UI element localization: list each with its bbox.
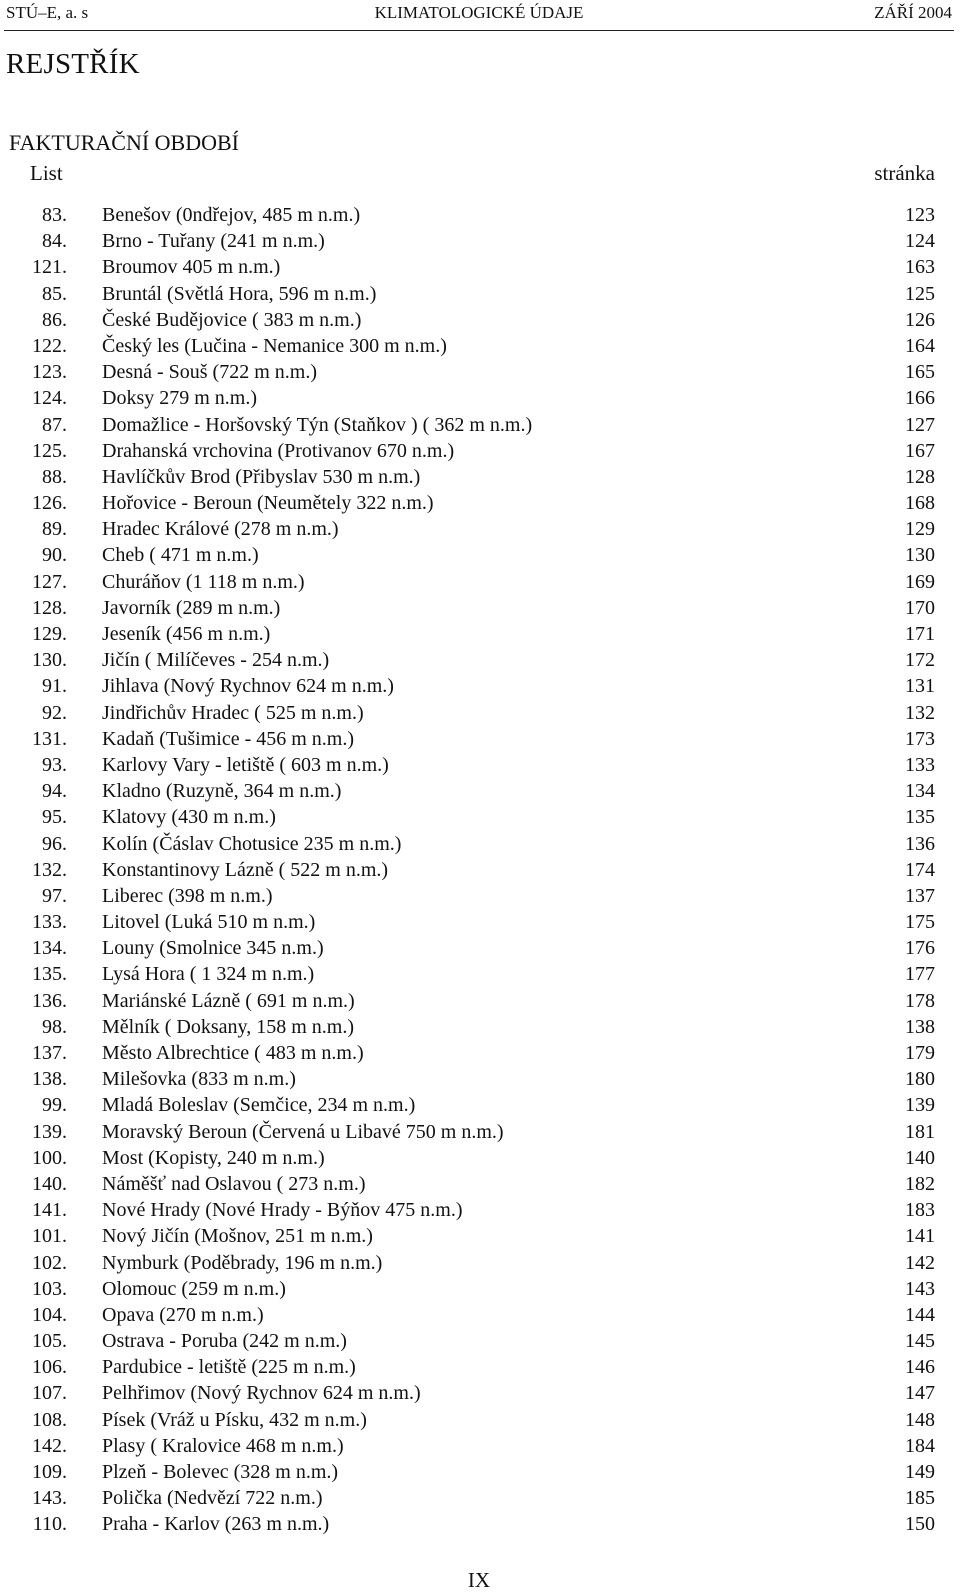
- entry-station: Mariánské Lázně ( 691 m n.m.): [102, 989, 355, 1012]
- list-item: [0, 1380, 960, 1406]
- list-item: [0, 569, 960, 595]
- entry-page: 179: [905, 1042, 935, 1064]
- entry-page: 172: [905, 649, 935, 672]
- list-item: [0, 883, 960, 909]
- list-item: [0, 1485, 960, 1511]
- entry-station: Jeseník (456 m n.m.): [102, 623, 271, 645]
- entry-page: 136: [905, 832, 935, 855]
- entry-page: 169: [905, 570, 935, 593]
- entry-page: 130: [905, 544, 935, 567]
- entry-number: 87.: [42, 413, 67, 436]
- entry-page: 147: [905, 1382, 935, 1405]
- list-item: [0, 1459, 960, 1485]
- entry-number: 131.: [32, 727, 67, 750]
- entry-page: 173: [905, 727, 935, 750]
- entry-station: Domažlice - Horšovský Týn (Staňkov ) ( 362 m n.m.): [102, 413, 533, 436]
- entry-number: 102.: [32, 1251, 67, 1274]
- entry-number: 137.: [32, 1042, 67, 1064]
- header-title: KLIMATOLOGICKÉ ÚDAJE: [374, 3, 584, 22]
- list-item: [0, 438, 960, 464]
- entry-station: Kolín (Čáslav Chotusice 235 m n.m.): [102, 832, 402, 855]
- entry-page: 183: [905, 1199, 935, 1222]
- entry-page: 146: [905, 1356, 935, 1379]
- entry-page: 126: [905, 308, 935, 331]
- list-item: [0, 1407, 960, 1433]
- entry-station: Benešov (0ndřejov, 485 m n.m.): [102, 204, 361, 226]
- entry-page: 123: [905, 204, 935, 226]
- entry-number: 104.: [32, 1303, 67, 1326]
- entry-station: Hořovice - Beroun (Neumětely 322 n.m.): [102, 492, 434, 515]
- entry-station: Praha - Karlov (263 m n.m.): [102, 1513, 330, 1536]
- entry-number: 138.: [32, 1068, 67, 1091]
- entry-page: 170: [905, 596, 935, 619]
- entry-number: 85.: [42, 282, 67, 305]
- entry-number: 133.: [32, 911, 67, 934]
- entry-number: 101.: [32, 1225, 67, 1248]
- entry-page: 134: [905, 780, 935, 803]
- entry-number: 134.: [32, 937, 67, 960]
- list-item: [0, 1171, 960, 1197]
- entry-page: 125: [905, 282, 935, 305]
- list-item: [0, 1145, 960, 1171]
- list-item: [0, 412, 960, 438]
- entry-number: 99.: [42, 1094, 67, 1117]
- list-item: [0, 1223, 960, 1249]
- entry-page: 144: [905, 1303, 935, 1326]
- list-item: [0, 307, 960, 333]
- entry-number: 89.: [42, 518, 67, 541]
- entry-page: 142: [905, 1251, 935, 1274]
- list-item: [0, 1119, 960, 1145]
- list-item: [0, 254, 960, 280]
- list-item: [0, 935, 960, 961]
- entry-number: 135.: [32, 963, 67, 986]
- list-item: [0, 673, 960, 699]
- entry-page: 163: [905, 256, 935, 279]
- entry-station: Liberec (398 m n.m.): [102, 884, 273, 907]
- list-item: [0, 1066, 960, 1092]
- list-item: [0, 595, 960, 621]
- entry-station: Karlovy Vary - letiště ( 603 m n.m.): [102, 753, 389, 776]
- entry-page: 175: [905, 911, 935, 934]
- entry-page: 167: [905, 439, 935, 462]
- header-divider: [4, 30, 954, 31]
- entry-station: Lysá Hora ( 1 324 m n.m.): [102, 963, 315, 986]
- entry-station: České Budějovice ( 383 m n.m.): [102, 308, 362, 331]
- entry-station: Moravský Beroun (Červená u Libavé 750 m n.m.): [102, 1120, 504, 1143]
- list-item: [0, 1354, 960, 1380]
- entry-station: Český les (Lučina - Nemanice 300 m n.m.): [102, 334, 447, 357]
- entry-number: 96.: [42, 832, 67, 855]
- entry-station: Mělník ( Doksany, 158 m n.m.): [102, 1015, 355, 1038]
- entry-number: 103.: [32, 1277, 67, 1300]
- entry-page: 149: [905, 1461, 935, 1483]
- entry-station: Pelhřimov (Nový Rychnov 624 m n.m.): [102, 1382, 421, 1405]
- entry-station: Churáňov (1 118 m n.m.): [102, 570, 305, 593]
- page-number: IX: [467, 1568, 491, 1592]
- entry-number: 143.: [32, 1487, 67, 1510]
- list-item: [0, 726, 960, 752]
- entry-number: 88.: [42, 465, 67, 488]
- list-item: [0, 1197, 960, 1223]
- header-company: STÚ–E, a. s: [6, 3, 89, 22]
- entry-station: Bruntál (Světlá Hora, 596 m n.m.): [102, 282, 377, 305]
- entry-number: 124.: [32, 387, 67, 410]
- entry-page: 137: [905, 884, 935, 907]
- entry-number: 95.: [42, 806, 67, 829]
- entry-page: 150: [905, 1513, 935, 1536]
- entry-station: Kladno (Ruzyně, 364 m n.m.): [102, 780, 342, 803]
- entry-page: 174: [905, 858, 935, 881]
- entry-station: Nový Jičín (Mošnov, 251 m n.m.): [102, 1225, 373, 1248]
- list-item: [0, 359, 960, 385]
- entry-number: 105.: [32, 1330, 67, 1353]
- list-item: [0, 385, 960, 411]
- list-item: [0, 988, 960, 1014]
- list-item: [0, 1328, 960, 1354]
- entry-number: 86.: [42, 308, 67, 331]
- entry-page: 145: [905, 1330, 935, 1353]
- column-header-page: stránka: [874, 161, 935, 185]
- entry-station: Plasy ( Kralovice 468 m n.m.): [102, 1434, 344, 1457]
- entry-page: 141: [905, 1225, 935, 1248]
- entry-page: 131: [905, 675, 935, 698]
- entry-number: 93.: [42, 753, 67, 776]
- entry-number: 130.: [32, 649, 67, 672]
- entry-station: Polička (Nedvězí 722 n.m.): [102, 1487, 323, 1510]
- list-item: [0, 1511, 960, 1537]
- entry-page: 127: [905, 413, 935, 436]
- list-item: [0, 228, 960, 254]
- entry-page: 180: [905, 1068, 935, 1091]
- list-item: [0, 464, 960, 490]
- list-item: [0, 804, 960, 830]
- entry-station: Mladá Boleslav (Semčice, 234 m n.m.): [102, 1094, 416, 1117]
- entry-station: Město Albrechtice ( 483 m n.m.): [102, 1042, 364, 1064]
- entry-page: 124: [905, 230, 935, 253]
- list-item: [0, 202, 960, 228]
- list-item: [0, 909, 960, 935]
- entry-number: 142.: [32, 1434, 67, 1457]
- entry-page: 181: [905, 1120, 935, 1143]
- index-list: [0, 202, 960, 1538]
- entry-station: Louny (Smolnice 345 n.m.): [102, 937, 324, 960]
- entry-station: Jihlava (Nový Rychnov 624 m n.m.): [102, 675, 394, 698]
- entry-page: 171: [905, 623, 935, 645]
- entry-station: Olomouc (259 m n.m.): [102, 1277, 286, 1300]
- entry-page: 128: [905, 465, 935, 488]
- entry-station: Pardubice - letiště (225 m n.m.): [102, 1356, 356, 1379]
- header-date: ZÁŘÍ 2004: [874, 3, 952, 22]
- entry-page: 129: [905, 518, 935, 541]
- list-item: [0, 857, 960, 883]
- entry-page: 135: [905, 806, 935, 829]
- list-item: [0, 1040, 960, 1066]
- entry-page: 148: [905, 1408, 935, 1431]
- list-item: [0, 1014, 960, 1040]
- list-item: [0, 778, 960, 804]
- entry-number: 109.: [32, 1461, 67, 1483]
- entry-page: 165: [905, 361, 935, 384]
- entry-station: Desná - Souš (722 m n.m.): [102, 361, 317, 384]
- section-title: FAKTURAČNÍ OBDOBÍ: [9, 130, 239, 155]
- entry-page: 140: [905, 1146, 935, 1169]
- entry-number: 129.: [32, 623, 67, 645]
- entry-number: 128.: [32, 596, 67, 619]
- entry-station: Cheb ( 471 m n.m.): [102, 544, 259, 567]
- entry-page: 133: [905, 753, 935, 776]
- entry-station: Jičín ( Milíčeves - 254 n.m.): [102, 649, 330, 672]
- entry-page: 177: [905, 963, 935, 986]
- entry-station: Písek (Vráž u Písku, 432 m n.m.): [102, 1408, 367, 1431]
- entry-number: 125.: [32, 439, 67, 462]
- entry-number: 121.: [32, 256, 67, 279]
- entry-station: Javorník (289 m n.m.): [102, 596, 281, 619]
- entry-page: 176: [905, 937, 935, 960]
- entry-page: 138: [905, 1015, 935, 1038]
- entry-number: 107.: [32, 1382, 67, 1405]
- list-item: [0, 1433, 960, 1459]
- entry-station: Nymburk (Poděbrady, 196 m n.m.): [102, 1251, 383, 1274]
- entry-station: Most (Kopisty, 240 m n.m.): [102, 1146, 325, 1169]
- entry-number: 132.: [32, 858, 67, 881]
- entry-page: 182: [905, 1172, 935, 1195]
- entry-number: 108.: [32, 1408, 67, 1431]
- list-item: [0, 1092, 960, 1118]
- entry-station: Hradec Králové (278 m n.m.): [102, 518, 339, 541]
- entry-station: Nové Hrady (Nové Hrady - Býňov 475 n.m.): [102, 1199, 463, 1222]
- entry-number: 123.: [32, 361, 67, 384]
- entry-number: 98.: [42, 1015, 67, 1038]
- list-item: [0, 621, 960, 647]
- entry-number: 97.: [42, 884, 67, 907]
- list-item: [0, 647, 960, 673]
- entry-page: 178: [905, 989, 935, 1012]
- entry-number: 126.: [32, 492, 67, 515]
- list-item: [0, 961, 960, 987]
- entry-station: Kadaň (Tušimice - 456 m n.m.): [102, 727, 355, 750]
- list-item: [0, 700, 960, 726]
- list-item: [0, 516, 960, 542]
- entry-station: Ostrava - Poruba (242 m n.m.): [102, 1330, 347, 1353]
- entry-number: 100.: [32, 1146, 67, 1169]
- entry-number: 94.: [42, 780, 67, 803]
- entry-page: 166: [905, 387, 935, 410]
- entry-number: 92.: [42, 701, 67, 724]
- entry-station: Doksy 279 m n.m.): [102, 387, 257, 410]
- list-item: [0, 1250, 960, 1276]
- entry-page: 184: [905, 1434, 935, 1457]
- page-header: [6, 3, 952, 29]
- entry-number: 91.: [42, 675, 67, 698]
- entry-station: Konstantinovy Lázně ( 522 m n.m.): [102, 858, 389, 881]
- entry-number: 140.: [32, 1172, 67, 1195]
- entry-station: Broumov 405 m n.m.): [102, 256, 281, 279]
- entry-number: 110.: [32, 1513, 67, 1536]
- entry-page: 168: [905, 492, 935, 515]
- entry-number: 136.: [32, 989, 67, 1012]
- list-item: [0, 1302, 960, 1328]
- list-item: [0, 752, 960, 778]
- entry-station: Drahanská vrchovina (Protivanov 670 n.m.): [102, 439, 455, 462]
- entry-number: 141.: [32, 1199, 67, 1222]
- list-item: [0, 542, 960, 568]
- entry-station: Litovel (Luká 510 m n.m.): [102, 911, 316, 934]
- list-item: [0, 831, 960, 857]
- list-item: [0, 281, 960, 307]
- entry-number: 139.: [32, 1120, 67, 1143]
- column-header-list: List: [30, 161, 63, 185]
- list-item: [0, 490, 960, 516]
- entry-number: 84.: [42, 230, 67, 253]
- entry-number: 83.: [42, 204, 67, 226]
- entry-station: Milešovka (833 m n.m.): [102, 1068, 296, 1091]
- list-item: [0, 1276, 960, 1302]
- entry-station: Opava (270 m n.m.): [102, 1303, 264, 1326]
- entry-station: Jindřichův Hradec ( 525 m n.m.): [102, 701, 364, 724]
- entry-number: 122.: [32, 334, 67, 357]
- entry-page: 185: [905, 1487, 935, 1510]
- entry-page: 132: [905, 701, 935, 724]
- entry-page: 164: [905, 334, 935, 357]
- page-footer: [0, 1568, 960, 1592]
- page-title: REJSTŘÍK: [6, 48, 140, 80]
- entry-station: Plzeň - Bolevec (328 m n.m.): [102, 1461, 339, 1483]
- entry-number: 90.: [42, 544, 67, 567]
- entry-station: Brno - Tuřany (241 m n.m.): [102, 230, 325, 253]
- entry-station: Havlíčkův Brod (Přibyslav 530 m n.m.): [102, 465, 421, 488]
- entry-page: 139: [905, 1094, 935, 1117]
- entry-number: 127.: [32, 570, 67, 593]
- list-item: [0, 333, 960, 359]
- entry-number: 106.: [32, 1356, 67, 1379]
- entry-station: Klatovy (430 m n.m.): [102, 806, 276, 829]
- entry-page: 143: [905, 1277, 935, 1300]
- entry-station: Náměšť nad Oslavou ( 273 n.m.): [102, 1172, 366, 1195]
